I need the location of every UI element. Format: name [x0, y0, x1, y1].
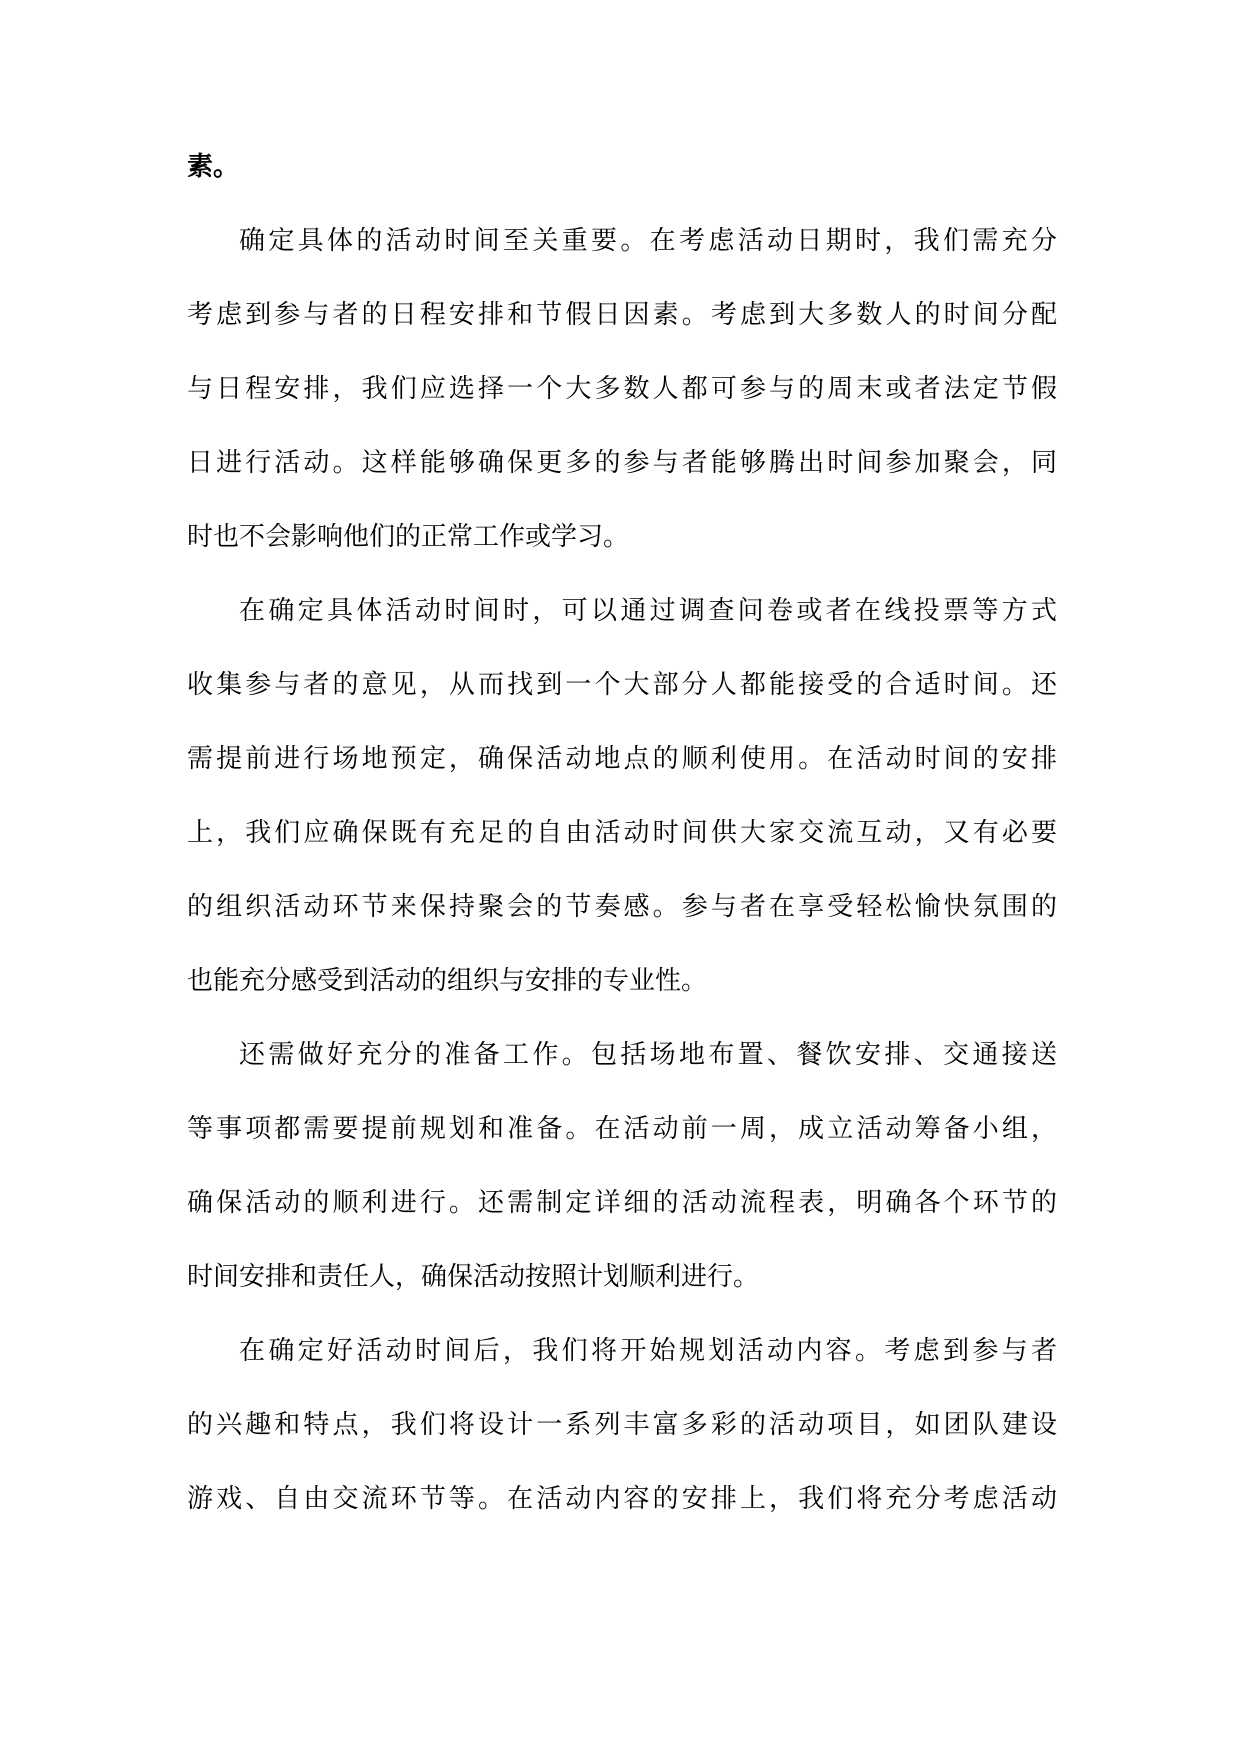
text-line: 时间安排和责任人，确保活动按照计划顺利进行。 — [187, 1262, 760, 1292]
text-line: 的兴趣和特点，我们将设计一系列丰富多彩的活动项目，如团队建设 — [187, 1410, 1057, 1440]
text-line: 日进行活动。这样能够确保更多的参与者能够腾出时间参加聚会，同 — [187, 448, 1057, 478]
text-line: 收集参与者的意见，从而找到一个大部分人都能接受的合适时间。还 — [187, 670, 1057, 700]
text-line: 素。 — [187, 152, 240, 182]
text-line: 确保活动的顺利进行。还需制定详细的活动流程表，明确各个环节的 — [187, 1188, 1057, 1218]
continuation-fragment — [187, 130, 1057, 204]
text-line: 也能充分感受到活动的组织与安排的专业性。 — [187, 966, 708, 996]
text-line: 确定具体的活动时间至关重要。在考虑活动日期时，我们需充分 — [239, 226, 1057, 256]
text-line: 考虑到参与者的日程安排和节假日因素。考虑到大多数人的时间分配 — [187, 300, 1057, 330]
document-body — [187, 130, 1057, 1536]
text-line: 与日程安排，我们应选择一个大多数人都可参与的周末或者法定节假 — [187, 374, 1057, 404]
text-line: 上，我们应确保既有充足的自由活动时间供大家交流互动，又有必要 — [187, 818, 1057, 848]
text-line: 等事项都需要提前规划和准备。在活动前一周，成立活动筹备小组， — [187, 1114, 1057, 1144]
paragraph-3 — [187, 1018, 1057, 1314]
text-line: 的组织活动环节来保持聚会的节奏感。参与者在享受轻松愉快氛围的 — [187, 892, 1057, 922]
text-line: 还需做好充分的准备工作。包括场地布置、餐饮安排、交通接送 — [239, 1040, 1057, 1070]
paragraph-1 — [187, 204, 1057, 574]
text-line: 时也不会影响他们的正常工作或学习。 — [187, 522, 630, 552]
text-line: 在确定好活动时间后，我们将开始规划活动内容。考虑到参与者 — [239, 1336, 1057, 1366]
text-line: 在确定具体活动时间时，可以通过调查问卷或者在线投票等方式 — [239, 596, 1057, 626]
paragraph-4 — [187, 1314, 1057, 1536]
text-line: 需提前进行场地预定，确保活动地点的顺利使用。在活动时间的安排 — [187, 744, 1057, 774]
paragraph-2 — [187, 574, 1057, 1018]
text-line: 游戏、自由交流环节等。在活动内容的安排上，我们将充分考虑活动 — [187, 1484, 1057, 1514]
